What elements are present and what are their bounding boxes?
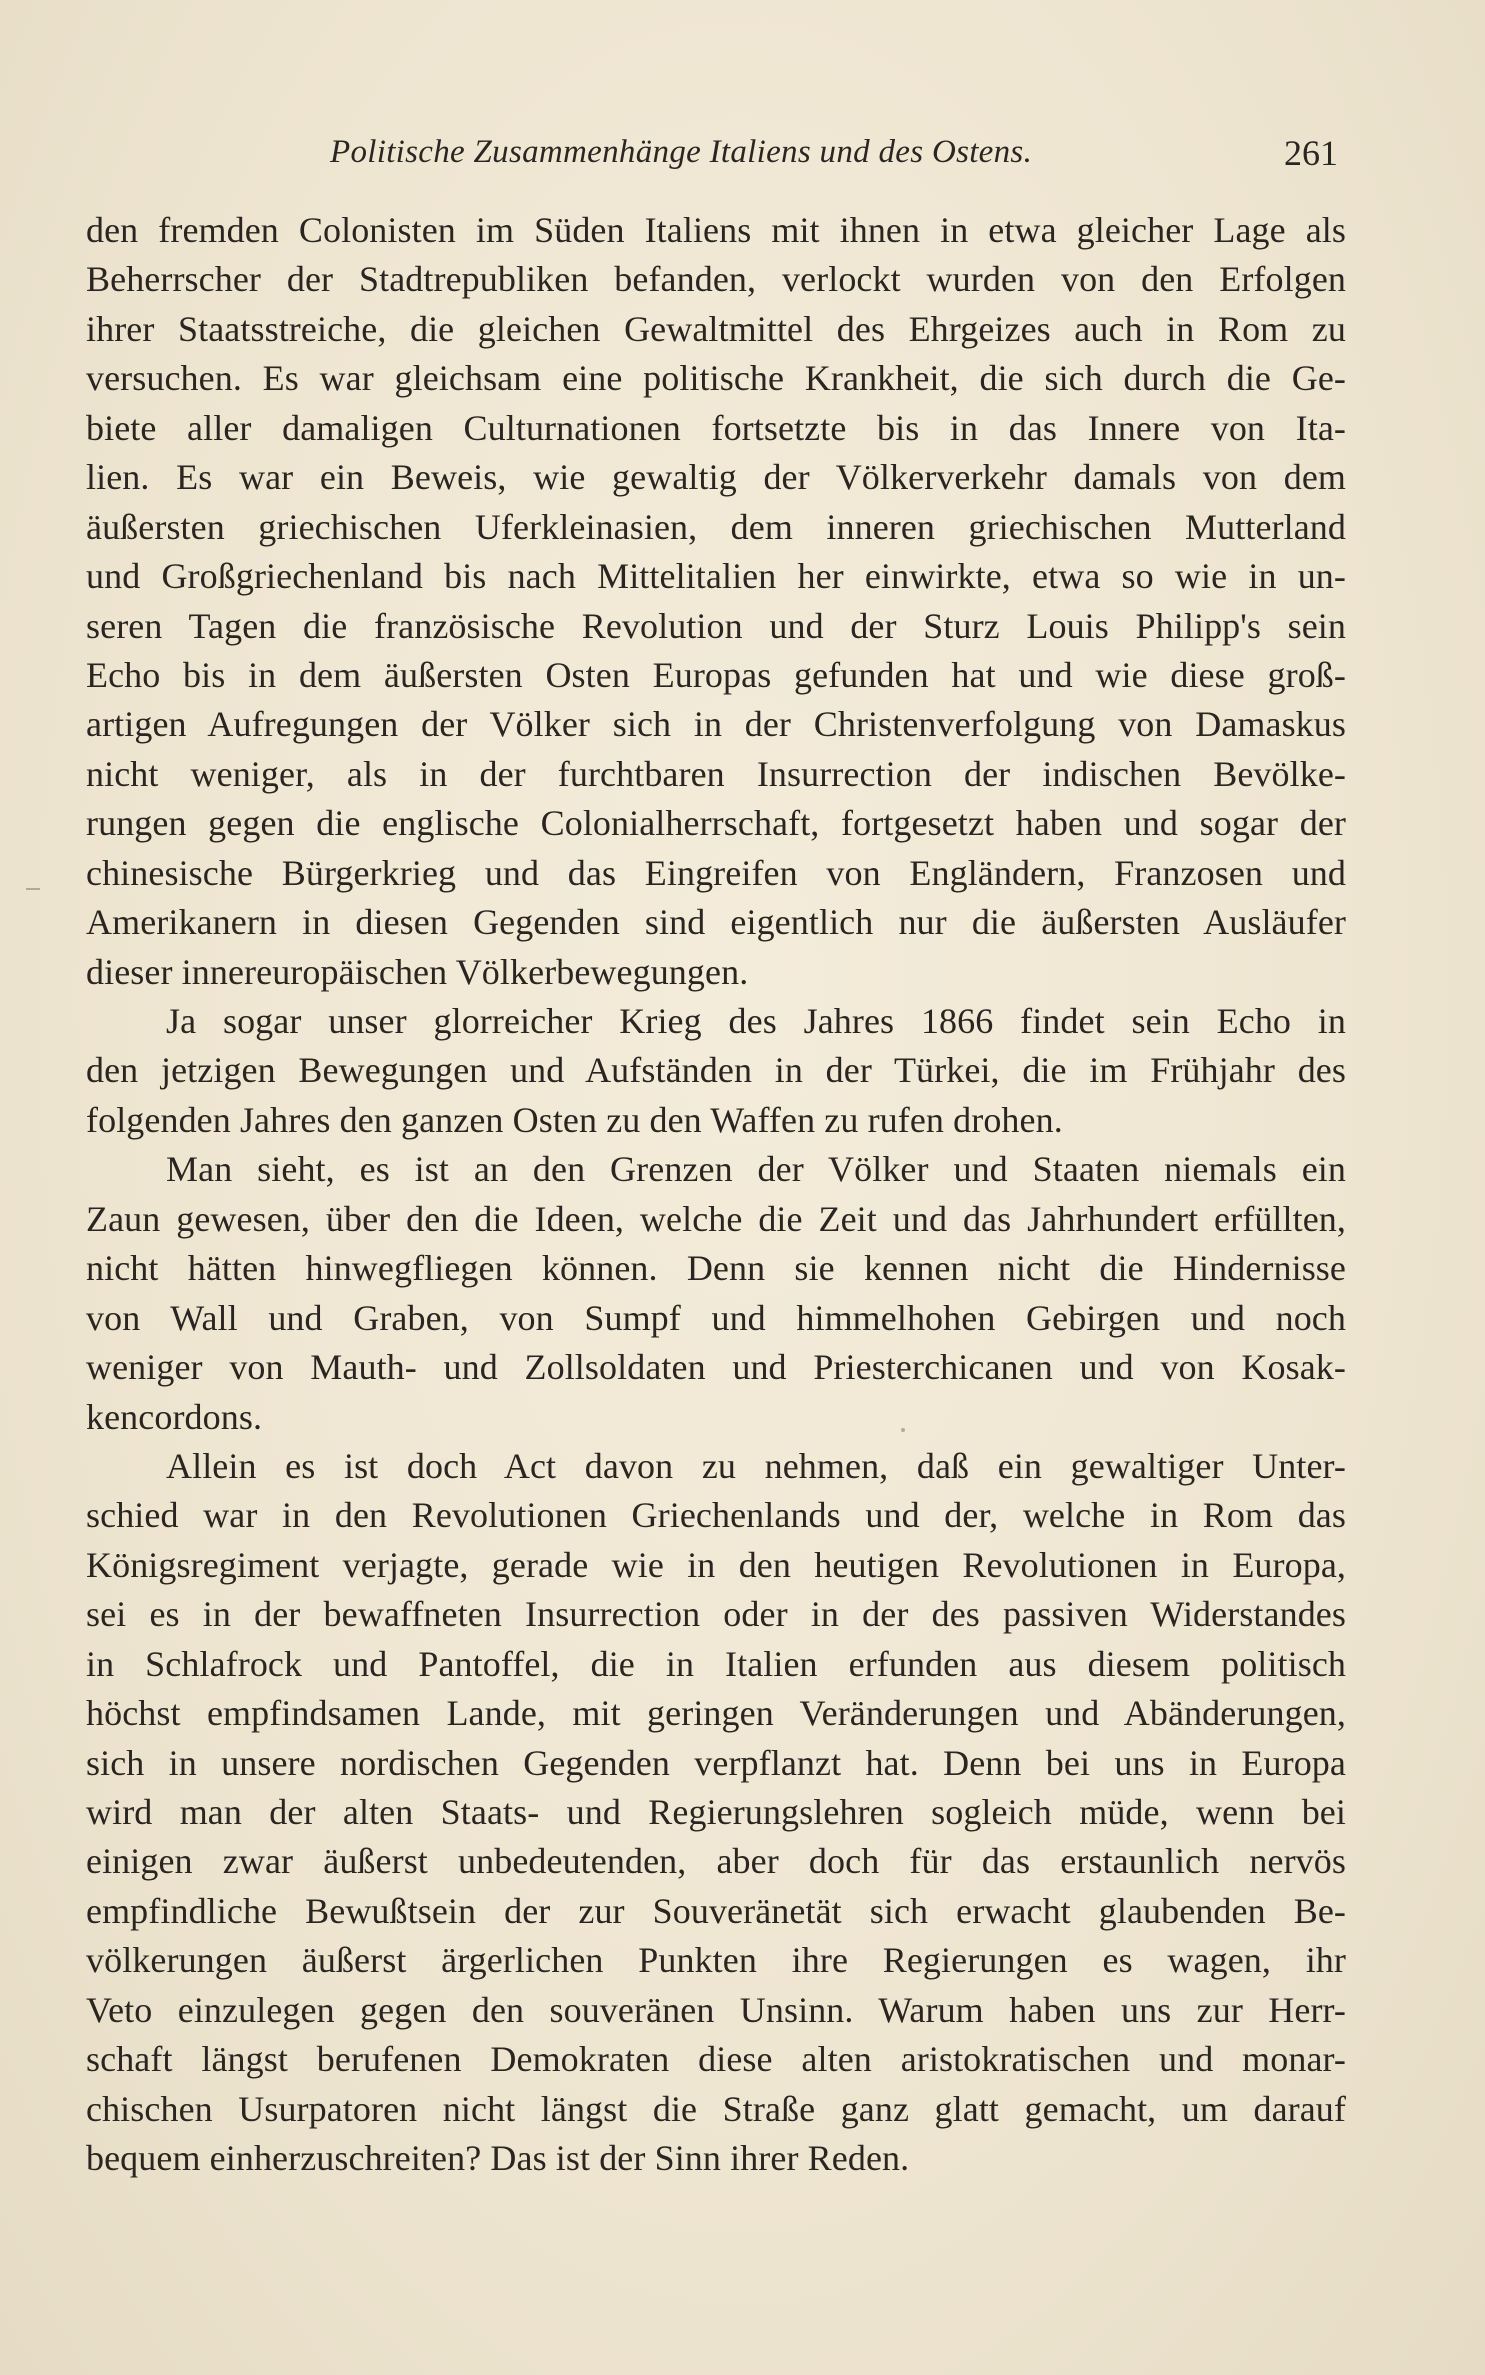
text-line: kencordons. <box>86 1396 263 1437</box>
text-line: einigen zwar äußerst unbedeutenden, aber doch für das erstaunlich nervös <box>86 1841 1346 1882</box>
text-line: empfindliche Bewußtsein der zur Souveränetät sich erwacht glaubenden Be- <box>86 1890 1346 1931</box>
text-line: den jetzigen Bewegungen und Aufständen in der Türkei, die im Frühjahr des <box>86 1050 1346 1091</box>
text-line: chinesische Bürgerkrieg und das Eingreifen von Engländern, Franzosen und <box>86 852 1346 893</box>
text-line: Echo bis in dem äußersten Osten Europas gefunden hat und wie diese groß- <box>86 654 1346 695</box>
text-line: Veto einzulegen gegen den souveränen Unsinn. Warum haben uns zur Herr- <box>86 1989 1346 2030</box>
text-line: wird man der alten Staats- und Regierungslehren sogleich müde, wenn bei <box>86 1792 1346 1832</box>
text-line: artigen Aufregungen der Völker sich in der Christenverfolgung von Damaskus <box>86 704 1346 745</box>
text-line: Königsregiment verjagte, gerade wie in den heutigen Revolutionen in Europa, <box>86 1544 1346 1585</box>
text-line: äußersten griechischen Uferkleinasien, dem inneren griechischen Mutterland <box>86 506 1346 547</box>
text-line: nicht weniger, als in der furchtbaren Insurrection der indischen Bevölke- <box>86 753 1346 794</box>
text-line: höchst empfindsamen Lande, mit geringen Veränderungen und Abänderungen, <box>86 1693 1346 1734</box>
text-line: weniger von Mauth- und Zollsoldaten und Priesterchicanen und von Kosak- <box>86 1347 1346 1388</box>
text-line: nicht hätten hinwegfliegen können. Denn sie kennen nicht die Hindernisse <box>86 1248 1346 1289</box>
text-line: ihrer Staatsstreiche, die gleichen Gewaltmittel des Ehrgeizes auch in Rom zu <box>86 308 1346 349</box>
text-line: seren Tagen die französische Revolution und der Sturz Louis Philipp's sein <box>86 605 1346 646</box>
text-line: rungen gegen die englische Colonialherrschaft, fortgesetzt haben und sogar der <box>86 803 1346 844</box>
text-line: Zaun gewesen, über den die Ideen, welche die Zeit und das Jahrhundert erfüllten, <box>86 1198 1346 1239</box>
running-head: Politische Zusammenhänge Italiens und des Ostens. <box>330 134 1033 170</box>
text-line: Beherrscher der Stadtrepubliken befanden, verlockt wurden von den Erfolgen <box>86 259 1346 300</box>
margin-mark <box>26 888 40 890</box>
text-line: schaft längst berufenen Demokraten diese alten aristokratischen und monar- <box>86 2039 1346 2080</box>
text-line: lien. Es war ein Beweis, wie gewaltig der Völkerverkehr damals von dem <box>86 457 1346 498</box>
text-line: bequem einherzuschreiten? Das ist der Sinn ihrer Reden. <box>86 2138 910 2179</box>
text-line: Ja sogar unser glorreicher Krieg des Jahres 1866 findet sein Echo in <box>166 1001 1346 1041</box>
text-line: den fremden Colonisten im Süden Italiens mit ihnen in etwa gleicher Lage als <box>86 210 1346 250</box>
text-line: biete aller damaligen Culturnationen fortsetzte bis in das Innere von Ita- <box>86 407 1346 448</box>
text-line: dieser innereuropäischen Völkerbewegungen. <box>86 951 749 992</box>
page-number: 261 <box>1284 133 1338 173</box>
text-line: sei es in der bewaffneten Insurrection oder in der des passiven Widerstandes <box>86 1594 1346 1635</box>
text-line: von Wall und Graben, von Sumpf und himmelhohen Gebirgen und noch <box>86 1297 1346 1338</box>
text-line: Allein es ist doch Act davon zu nehmen, daß ein gewaltiger Unter- <box>166 1445 1346 1486</box>
text-line: Man sieht, es ist an den Grenzen der Völker und Staaten niemals ein <box>166 1149 1346 1190</box>
text-line: und Großgriechenland bis nach Mittelitalien her einwirkte, etwa so wie in un- <box>86 556 1346 597</box>
text-line: völkerungen äußerst ärgerlichen Punkten ihre Regierungen es wagen, ihr <box>86 1940 1346 1981</box>
text-line: folgenden Jahres den ganzen Osten zu den Waffen zu rufen drohen. <box>86 1099 1063 1140</box>
text-line: in Schlafrock und Pantoffel, die in Italien erfunden aus diesem politisch <box>86 1643 1346 1684</box>
text-line: chischen Usurpatoren nicht längst die Straße ganz glatt gemacht, um darauf <box>86 2088 1346 2129</box>
text-line: versuchen. Es war gleichsam eine politische Krankheit, die sich durch die Ge- <box>86 358 1346 399</box>
text-line: schied war in den Revolutionen Griechenlands und der, welche in Rom das <box>86 1495 1346 1536</box>
text-line: Amerikanern in diesen Gegenden sind eigentlich nur die äußersten Ausläufer <box>86 902 1346 943</box>
body-text <box>86 206 1346 2184</box>
text-line: sich in unsere nordischen Gegenden verpflanzt hat. Denn bei uns in Europa <box>86 1742 1346 1783</box>
